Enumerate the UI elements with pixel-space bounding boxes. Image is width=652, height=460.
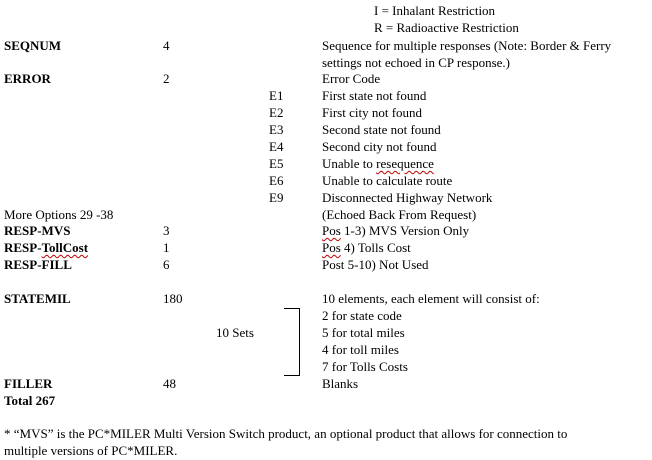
desc-statemil: 10 elements, each element will consist of: bbox=[322, 291, 540, 306]
field-statemil: STATEMIL bbox=[4, 291, 71, 306]
field-seqnum: SEQNUM bbox=[4, 38, 62, 53]
spellcheck-flagged-word: Pos bbox=[322, 223, 341, 238]
error-code: E6 bbox=[269, 173, 284, 188]
field-resp-fill: RESP-FILL bbox=[4, 257, 72, 272]
spellcheck-flagged-word: resequence bbox=[376, 156, 434, 171]
field-filler: FILLER bbox=[4, 376, 53, 391]
error-code: E3 bbox=[269, 122, 284, 137]
desc-resp-tollcost bbox=[322, 239, 411, 256]
error-desc: Disconnected Highway Network bbox=[322, 190, 493, 205]
sets-label: 10 Sets bbox=[216, 325, 254, 340]
error-code: E5 bbox=[269, 156, 284, 171]
field-more-options: More Options 29 -38 bbox=[4, 207, 114, 222]
error-code: E4 bbox=[269, 139, 284, 154]
error-code: E9 bbox=[269, 190, 284, 205]
field-resp-mvs: RESP-MVS bbox=[4, 223, 71, 238]
field-resp-tollcost bbox=[4, 239, 88, 256]
length-resp-tollcost: 1 bbox=[163, 240, 170, 255]
field-error: ERROR bbox=[4, 71, 51, 86]
length-error: 2 bbox=[163, 71, 170, 86]
desc-more-options: (Echoed Back From Request) bbox=[322, 207, 477, 222]
error-desc: Unable to calculate route bbox=[322, 173, 453, 188]
error-desc-text: Unable to bbox=[322, 156, 377, 171]
legend-radioactive: R = Radioactive Restriction bbox=[374, 20, 519, 35]
desc-error: Error Code bbox=[322, 71, 381, 86]
spellcheck-flagged-word: Pos bbox=[322, 240, 341, 255]
desc-text: 1-3) MVS Version Only bbox=[340, 223, 470, 238]
set-item: 5 for total miles bbox=[322, 325, 405, 340]
error-desc bbox=[322, 155, 434, 172]
set-item: 4 for toll miles bbox=[322, 342, 399, 357]
total: Total 267 bbox=[4, 393, 56, 408]
field-text: RESP- bbox=[4, 240, 42, 255]
desc-text: 4) Tolls Cost bbox=[340, 240, 411, 255]
error-desc: Second state not found bbox=[322, 122, 441, 137]
length-seqnum: 4 bbox=[163, 38, 170, 53]
desc-resp-mvs bbox=[322, 222, 469, 239]
desc-seqnum: Sequence for multiple responses (Note: Border & Ferry settings not echoed in CP response.) bbox=[322, 38, 612, 70]
length-statemil: 180 bbox=[163, 291, 183, 306]
desc-resp-fill: Post 5-10) Not Used bbox=[322, 257, 429, 272]
error-code: E1 bbox=[269, 88, 284, 103]
set-item: 7 for Tolls Costs bbox=[322, 359, 408, 374]
desc-filler: Blanks bbox=[322, 376, 359, 391]
footnote: * “MVS” is the PC*MILER Multi Version Switch product, an optional product that allows for connection to multiple versions of PC*MILER. bbox=[4, 426, 568, 458]
spellcheck-flagged-word: TollCost bbox=[41, 240, 89, 255]
error-desc: First city not found bbox=[322, 105, 423, 120]
legend-inhalant: I = Inhalant Restriction bbox=[374, 3, 496, 18]
error-desc: Second city not found bbox=[322, 139, 437, 154]
length-resp-mvs: 3 bbox=[163, 223, 170, 238]
error-code: E2 bbox=[269, 105, 284, 120]
set-item: 2 for state code bbox=[322, 308, 402, 323]
length-resp-fill: 6 bbox=[163, 257, 170, 272]
length-filler: 48 bbox=[163, 376, 176, 391]
sets-bracket bbox=[284, 308, 300, 376]
error-desc: First state not found bbox=[322, 88, 427, 103]
